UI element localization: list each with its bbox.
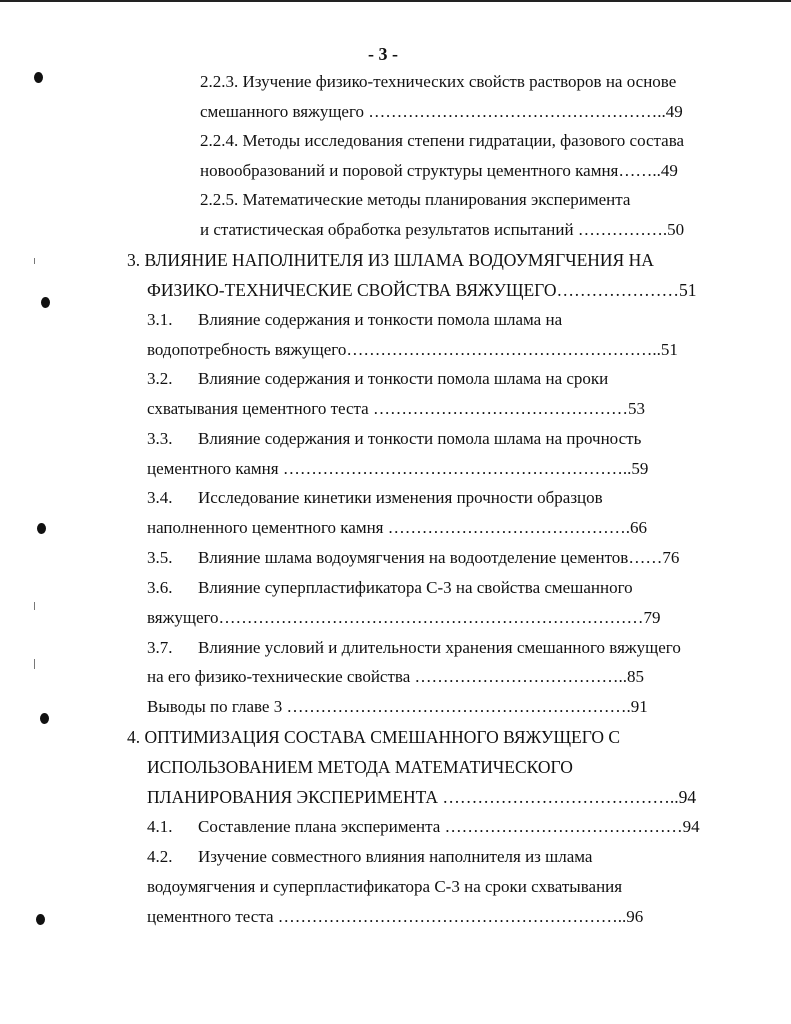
section-number: 3.2. <box>147 369 173 388</box>
toc-line: 2.2.5. Математические методы планирования эксперимента <box>200 190 631 209</box>
section-title: Влияние содержания и тонкости помола шлама на прочность <box>198 429 642 448</box>
binder-hole-mark <box>40 713 49 724</box>
toc-line: вяжущего…………………………………………………………………79 <box>147 608 661 627</box>
toc-line: 2.2.3. Изучение физико-технических свойств растворов на основе <box>200 72 677 91</box>
toc-line: водопотребность вяжущего………………………………………………..51 <box>147 340 678 359</box>
toc-line <box>147 310 562 330</box>
toc-line: наполненного цементного камня …………………………………….66 <box>147 518 648 537</box>
toc-line <box>147 429 641 449</box>
scan-top-border <box>0 0 791 2</box>
binder-hole-mark <box>34 72 43 83</box>
toc-line: и статистическая обработка результатов испытаний …………….50 <box>200 220 685 239</box>
toc-line: Выводы по главе 3 …………………………………………………….91 <box>147 697 648 716</box>
toc-line: цементного теста ……………………………………………………..96 <box>147 907 644 926</box>
toc-line: новообразований и поровой структуры цементного камня……..49 <box>200 161 678 180</box>
section-title: Исследование кинетики изменения прочности образцов <box>198 488 603 507</box>
section-number: 3.3. <box>147 429 173 448</box>
section-number: 3.4. <box>147 488 173 507</box>
toc-line: 2.2.4. Методы исследования степени гидратации, фазового состава <box>200 131 685 150</box>
section-title: Влияние шлама водоумягчения на водоотделение цементов……76 <box>198 548 680 567</box>
section-title: Составление плана эксперимента ……………………………………94 <box>198 817 700 836</box>
section-number: 3.1. <box>147 310 173 329</box>
section-number: 3.7. <box>147 638 173 657</box>
section-title: Влияние суперпластификатора С-3 на свойства смешанного <box>198 578 633 597</box>
toc-line <box>147 578 633 598</box>
chapter-heading: 3. ВЛИЯНИЕ НАПОЛНИТЕЛЯ ИЗ ШЛАМА ВОДОУМЯГЧЕНИЯ НА <box>127 250 654 270</box>
toc-line <box>147 847 592 867</box>
section-title: Влияние условий и длительности хранения смешанного вяжущего <box>198 638 681 657</box>
toc-line <box>147 488 603 508</box>
section-number: 3.5. <box>147 548 173 567</box>
toc-line: цементного камня ……………………………………………………..59 <box>147 459 649 478</box>
toc-line <box>147 369 608 389</box>
scan-speck <box>34 602 35 610</box>
toc-line: водоумягчения и суперпластификатора С-3 на сроки схватывания <box>147 877 623 896</box>
toc-line: схватывания цементного теста ………………………………………53 <box>147 399 645 418</box>
chapter-heading: ФИЗИКО-ТЕХНИЧЕСКИЕ СВОЙСТВА ВЯЖУЩЕГО…………………51 <box>147 280 697 300</box>
scan-speck <box>34 659 35 669</box>
chapter-heading: ИСПОЛЬЗОВАНИЕМ МЕТОДА МАТЕМАТИЧЕСКОГО <box>147 757 573 777</box>
toc-line <box>147 638 681 658</box>
section-title: Влияние содержания и тонкости помола шлама на <box>198 310 563 329</box>
section-number: 4.2. <box>147 847 173 866</box>
chapter-heading: 4. ОПТИМИЗАЦИЯ СОСТАВА СМЕШАННОГО ВЯЖУЩЕГО С <box>127 727 621 747</box>
toc-line: смешанного вяжущего ……………………………………………..49 <box>200 102 683 121</box>
section-number: 3.6. <box>147 578 173 597</box>
scan-speck <box>34 258 35 264</box>
toc-line <box>147 817 700 837</box>
toc-line <box>147 548 679 568</box>
chapter-heading: ПЛАНИРОВАНИЯ ЭКСПЕРИМЕНТА …………………………………..94 <box>147 787 697 807</box>
toc-line: на его физико-технические свойства ………………………………..85 <box>147 667 645 686</box>
binder-hole-mark <box>37 523 46 534</box>
section-title: Изучение совместного влияния наполнителя из шлама <box>198 847 593 866</box>
page-number: - 3 - <box>368 44 398 64</box>
section-title: Влияние содержания и тонкости помола шлама на сроки <box>198 369 609 388</box>
binder-hole-mark <box>36 914 45 925</box>
section-number: 4.1. <box>147 817 173 836</box>
binder-hole-mark <box>41 297 50 308</box>
